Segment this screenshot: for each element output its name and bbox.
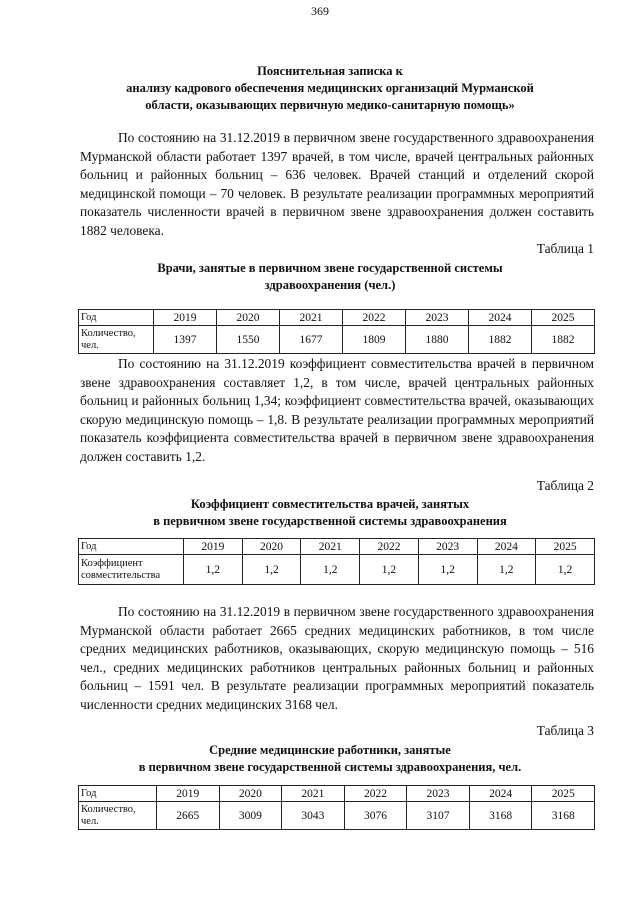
paragraph-3: По состоянию на 31.12.2019 в первичном звене государственного здравоохранения Мурманской области работает 2665 средних медицинских работников, в том числе средних медицинских работников, оказывающих, скорую медицинскую помощь – 516 чел., средних медицинских работников центральных районных больниц и районных больниц – 1591 чел. В результате реализации программных мероприятий показатель численности средних медицинских 3168 чел.	[80, 604, 594, 712]
table-2-caption	[60, 496, 600, 530]
table-3-value: 3043	[282, 802, 345, 830]
table-3-value: 3076	[344, 802, 407, 830]
table-2-row-label: Коэффициент совместительства	[79, 555, 184, 585]
table-3-value: 3009	[219, 802, 282, 830]
table-2-value: 1,2	[477, 555, 536, 585]
table-2-year: 2021	[301, 539, 360, 555]
table-1-value: 1882	[469, 326, 532, 354]
table-1-data-row	[79, 326, 595, 354]
table-3-year: 2020	[219, 786, 282, 802]
table-3-data-row	[79, 802, 595, 830]
table-1-header-label: Год	[79, 310, 154, 326]
table-1-header-row	[79, 310, 595, 326]
table-3-label: Таблица 3	[536, 723, 594, 738]
table-2-data-row	[79, 555, 595, 585]
title-line-2: анализу кадрового обеспечения медицинских организаций Мурманской	[126, 81, 534, 95]
table-3-header-label: Год	[79, 786, 157, 802]
table-2-header-label: Год	[79, 539, 184, 555]
table-3	[78, 785, 595, 830]
table-1-year: 2022	[343, 310, 406, 326]
table-2-caption-line-1: Коэффициент совместительства врачей, занятых	[190, 497, 470, 511]
table-1-value: 1809	[343, 326, 406, 354]
table-1-year: 2024	[469, 310, 532, 326]
table-2-caption-line-2: в первичном звене государственной системы здравоохранения	[153, 514, 507, 528]
table-3-year: 2024	[469, 786, 532, 802]
table-1-value: 1550	[217, 326, 280, 354]
table-2-year: 2025	[536, 539, 595, 555]
table-3-value: 3168	[469, 802, 532, 830]
table-1-label: Таблица 1	[536, 241, 594, 256]
table-3-value: 3107	[407, 802, 470, 830]
table-2-header-row	[79, 539, 595, 555]
table-2-value: 1,2	[301, 555, 360, 585]
document-title	[60, 63, 600, 114]
table-1-year: 2019	[154, 310, 217, 326]
table-3-caption-line-1: Средние медицинские работники, занятые	[209, 743, 451, 757]
table-3-year: 2019	[157, 786, 220, 802]
paragraph-2: По состоянию на 31.12.2019 коэффициент совместительства врачей в первичном звене здравоохранения составляет 1,2, в том числе, врачей центральных районных больниц и районных больниц 1,34; коэффициент совместительства врачей, оказывающих скорую медицинскую помощь – 1,8. В результате реализации программных мероприятий показатель коэффициента совместительства врачей в первичном звене здравоохранения должен составить 1,2.	[80, 356, 594, 464]
table-1	[78, 309, 595, 354]
table-3-year: 2025	[532, 786, 595, 802]
table-1-value: 1677	[280, 326, 343, 354]
page-number: 369	[311, 4, 329, 18]
table-2-label: Таблица 2	[536, 478, 594, 493]
table-3-year: 2022	[344, 786, 407, 802]
table-2-value: 1,2	[418, 555, 477, 585]
table-2-year: 2019	[184, 539, 243, 555]
table-1-value: 1882	[532, 326, 595, 354]
table-2-value: 1,2	[184, 555, 243, 585]
table-3-caption	[60, 742, 600, 776]
table-3-year: 2023	[407, 786, 470, 802]
table-2-value: 1,2	[242, 555, 301, 585]
table-1-value: 1397	[154, 326, 217, 354]
table-1-caption-line-1: Врачи, занятые в первичном звене государственной системы	[157, 261, 503, 275]
table-1-caption	[60, 260, 600, 294]
table-2-year: 2024	[477, 539, 536, 555]
table-1-year: 2023	[406, 310, 469, 326]
table-1-row-label: Количество, чел.	[79, 326, 154, 354]
table-3-value: 3168	[532, 802, 595, 830]
title-line-3: области, оказывающих первичную медико-санитарную помощь»	[145, 98, 515, 112]
table-1-year: 2020	[217, 310, 280, 326]
table-1-year: 2025	[532, 310, 595, 326]
table-2-year: 2023	[418, 539, 477, 555]
table-2-year: 2020	[242, 539, 301, 555]
table-1-caption-line-2: здравоохранения (чел.)	[264, 278, 396, 292]
table-1-year: 2021	[280, 310, 343, 326]
table-2-year: 2022	[360, 539, 419, 555]
table-3-caption-line-2: в первичном звене государственной системы здравоохранения, чел.	[138, 760, 522, 774]
table-1-value: 1880	[406, 326, 469, 354]
table-2-value: 1,2	[360, 555, 419, 585]
table-3-row-label: Количество, чел.	[79, 802, 157, 830]
table-2	[78, 538, 595, 585]
table-3-value: 2665	[157, 802, 220, 830]
title-line-1: Пояснительная записка к	[257, 64, 403, 78]
table-3-header-row	[79, 786, 595, 802]
table-2-value: 1,2	[536, 555, 595, 585]
paragraph-1: По состоянию на 31.12.2019 в первичном звене государственного здравоохранения Мурманской области работает 1397 врачей, в том числе, врачей центральных районных больниц и районных больниц – 636 человек. Врачей станций и отделений скорой медицинской помощи – 70 человек. В результате реализации программных мероприятий показатель численности врачей в первичном звене здравоохранения должен составить 1882 человека.	[80, 130, 594, 238]
table-3-year: 2021	[282, 786, 345, 802]
